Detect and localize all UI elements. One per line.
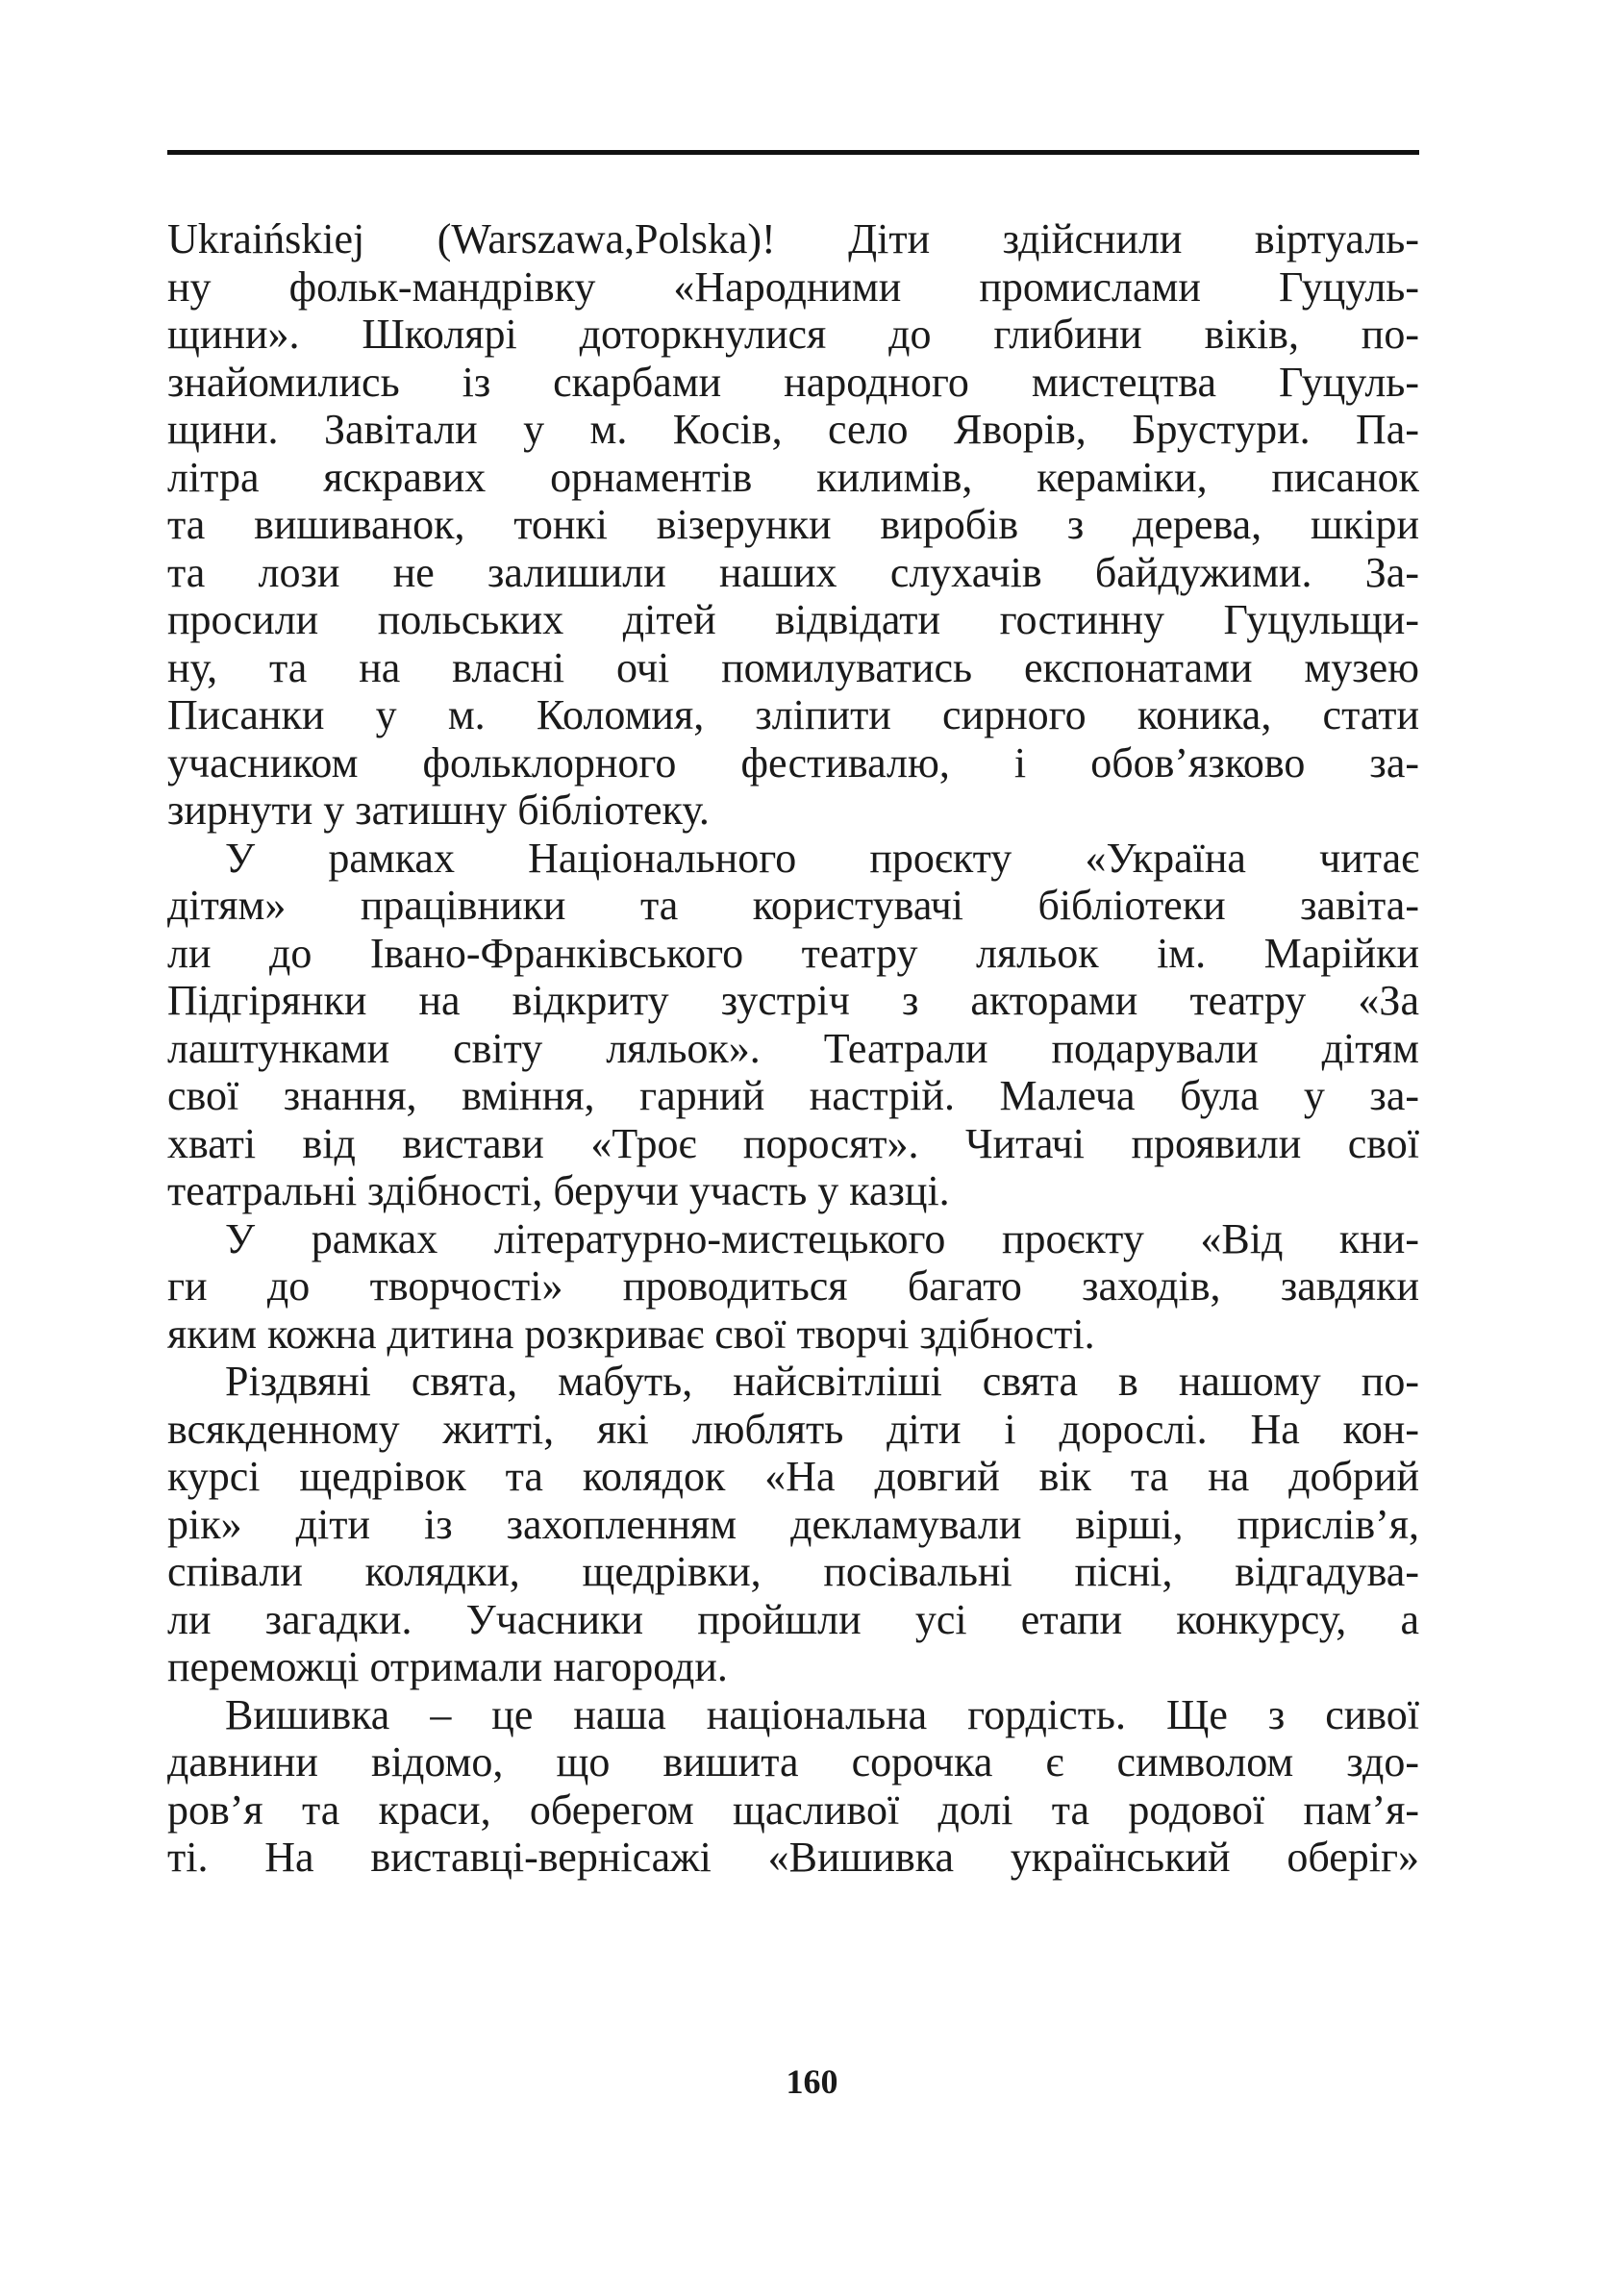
text-line: свої знання, вміння, гарний настрій. Малеча була у за- [167, 1072, 1419, 1119]
paragraph [167, 835, 1419, 1215]
text-line: ли загадки. Учасники пройшли усі етапи конкурсу, а [167, 1595, 1419, 1643]
text-line: учасником фольклорного фестивалю, і обов’язково за- [167, 738, 1419, 786]
text-line: та лози не залишили наших слухачів байдужими. За- [167, 548, 1419, 596]
text-line: літра яскравих орнаментів килимів, кераміки, писанок [167, 453, 1419, 501]
text-line: ну фольк-мандрівку «Народними промислами Гуцуль- [167, 262, 1419, 311]
paragraph [167, 1691, 1419, 1882]
body-text [167, 215, 1419, 1882]
text-line: співали колядки, щедрівки, посівальні пісні, відгадува- [167, 1548, 1419, 1595]
text-line: Підгірянки на відкриту зустріч з акторами театру «За [167, 977, 1419, 1024]
text-line: та вишиванок, тонкі візерунки виробів з дерева, шкіри [167, 501, 1419, 548]
text-line: У рамках літературно-мистецького проєкту «Від кни- [225, 1214, 1419, 1262]
text-line: театральні здібності, беручи участь у казці. [167, 1167, 950, 1214]
text-line: лаштунками світу ляльок». Театрали подарували дітям [167, 1024, 1419, 1072]
page-number: 160 [786, 2062, 838, 2101]
text-line: яким кожна дитина розкриває свої творчі здібності. [167, 1310, 1095, 1358]
paragraph [167, 1215, 1419, 1359]
text-line: ну, та на власні очі помилуватись експонатами музею [167, 643, 1419, 691]
text-line: просили польських дітей відвідати гостинну Гуцульщи- [167, 596, 1419, 643]
text-line: рік» діти із захопленням декламували вірші, прислів’я, [167, 1500, 1419, 1548]
header-rule [167, 150, 1419, 155]
text-line: Ukraińskiej (Warszawa,Polska)! Діти здійснили віртуаль- [167, 215, 1419, 262]
text-line: щини. Завітали у м. Косів, село Яворів, Брустури. Па- [167, 406, 1419, 453]
paragraph [167, 1358, 1419, 1691]
text-line: щини». Школярі доторкнулися до глибини віків, по- [167, 311, 1419, 358]
text-line: Вишивка – це наша національна гордість. Ще з сивої [225, 1690, 1419, 1738]
paragraph [167, 215, 1419, 835]
text-line: зирнути у затишну бібліотеку. [167, 786, 710, 834]
text-line: давнини відомо, що вишита сорочка є символом здо- [167, 1738, 1419, 1785]
text-line: Писанки у м. Коломия, зліпити сирного коника, стати [167, 691, 1419, 738]
text-line: У рамках Національного проєкту «Україна читає [225, 834, 1419, 882]
text-line: дітям» працівники та користувачі бібліотеки завіта- [167, 882, 1419, 929]
text-line: переможці отримали нагороди. [167, 1643, 728, 1690]
text-line: ги до творчості» проводиться багато заходів, завдяки [167, 1262, 1419, 1310]
text-line: курсі щедрівок та колядок «На довгий вік та на добрий [167, 1453, 1419, 1500]
text-line: ті. На виставці-вернісажі «Вишивка український оберіг» [167, 1834, 1419, 1881]
text-line: ли до Івано-Франківського театру ляльок ім. Марійки [167, 929, 1419, 977]
text-line: знайомились із скарбами народного мистецтва Гуцуль- [167, 358, 1419, 406]
text-line: ров’я та краси, оберегом щасливої долі та родової пам’я- [167, 1785, 1419, 1834]
text-line: хваті від вистави «Троє поросят». Читачі проявили свої [167, 1119, 1419, 1167]
text-line: всякденному житті, які люблять діти і дорослі. На кон- [167, 1405, 1419, 1453]
text-line: Різдвяні свята, мабуть, найсвітліші свята в нашому по- [225, 1358, 1419, 1405]
